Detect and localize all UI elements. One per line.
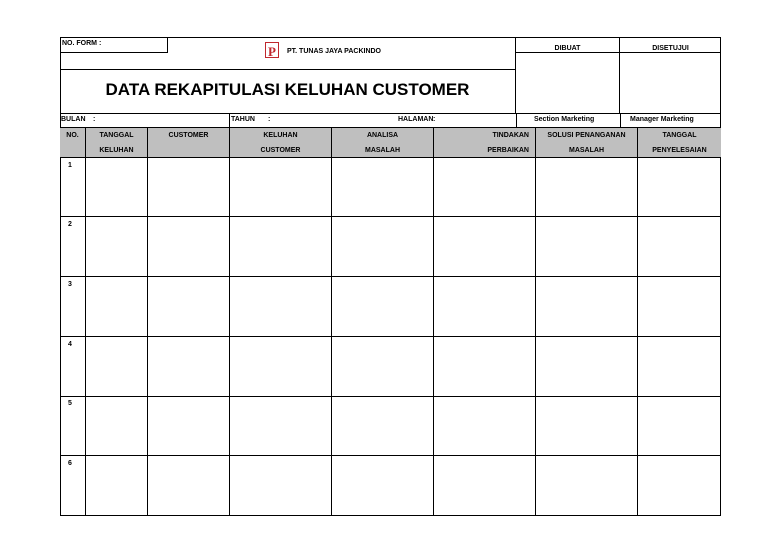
row-number: 6 xyxy=(68,460,72,467)
col-header-tindakan-perbaikan-line2: PERBAIKAN xyxy=(487,147,529,154)
table-row-divider xyxy=(60,455,720,456)
col-header-tindakan-perbaikan-line1: TINDAKAN xyxy=(492,132,529,139)
row-number: 5 xyxy=(68,400,72,407)
dibuat-signature-area xyxy=(516,53,620,113)
bulan-colon: : xyxy=(93,116,96,123)
col-header-tanggal-penyelesaian-line1: TANGGAL xyxy=(662,132,697,139)
halaman-colon: : xyxy=(433,116,436,123)
tahun-label: TAHUN xyxy=(231,116,255,123)
row-number: 1 xyxy=(68,162,72,169)
manager-divider xyxy=(620,113,621,128)
dibuat-header-cell xyxy=(516,37,620,53)
col-header-solusi-penanganan-line2: MASALAH xyxy=(569,147,604,154)
col-header-customer xyxy=(147,128,229,158)
section-marketing-label: Section Marketing xyxy=(534,116,595,123)
meta-row xyxy=(60,113,721,128)
no-form-cell xyxy=(60,37,168,53)
table-row-divider xyxy=(60,396,720,397)
table-row-divider xyxy=(60,336,720,337)
disetujui-header-cell xyxy=(620,37,721,53)
col-header-keluhan-customer xyxy=(229,128,331,158)
tahun-divider xyxy=(229,113,230,128)
company-name: PT. TUNAS JAYA PACKINDO xyxy=(287,48,382,55)
col-header-customer-line1: CUSTOMER xyxy=(168,132,209,139)
col-header-keluhan-customer-line2: CUSTOMER xyxy=(260,147,301,154)
halaman-label: HALAMAN xyxy=(398,116,434,123)
row-number: 4 xyxy=(68,341,72,348)
page-title: DATA REKAPITULASI KELUHAN CUSTOMER xyxy=(105,80,470,99)
col-header-no-line1: NO. xyxy=(66,132,79,139)
title-cell xyxy=(60,69,516,113)
table-row-divider xyxy=(60,216,720,217)
col-header-tanggal-penyelesaian-line2: PENYELESAIAN xyxy=(652,147,707,154)
logo-letter: P xyxy=(268,44,276,59)
bulan-label: BULAN xyxy=(61,116,86,123)
col-header-tanggal-keluhan xyxy=(85,128,147,158)
table-row-divider xyxy=(60,276,720,277)
col-header-solusi-penanganan-line1: SOLUSI PENANGANAN xyxy=(547,132,626,139)
row-number: 2 xyxy=(68,221,72,228)
col-header-tanggal-penyelesaian xyxy=(637,128,721,158)
no-form-label: NO. FORM : xyxy=(62,40,102,47)
dibuat-label: DIBUAT xyxy=(554,45,581,52)
col-header-keluhan-customer-line1: KELUHAN xyxy=(263,132,298,139)
col-header-tanggal-keluhan-line1: TANGGAL xyxy=(99,132,134,139)
company-logo xyxy=(265,42,279,58)
col-header-tanggal-keluhan-line2: KELUHAN xyxy=(99,147,134,154)
disetujui-signature-area xyxy=(620,53,721,113)
col-header-analisa-masalah-line1: ANALISA xyxy=(366,132,399,139)
col-header-analisa-masalah-line2: MASALAH xyxy=(365,147,400,154)
col-header-analisa-masalah xyxy=(331,128,433,158)
section-divider xyxy=(516,113,517,128)
col-header-solusi-penanganan xyxy=(535,128,637,158)
tahun-colon: : xyxy=(268,116,271,123)
col-header-no xyxy=(60,128,85,158)
row-number: 3 xyxy=(68,281,72,288)
company-cell xyxy=(168,37,516,69)
manager-marketing-label: Manager Marketing xyxy=(630,116,694,123)
disetujui-label: DISETUJUI xyxy=(652,45,689,52)
col-header-tindakan-perbaikan xyxy=(433,128,535,158)
